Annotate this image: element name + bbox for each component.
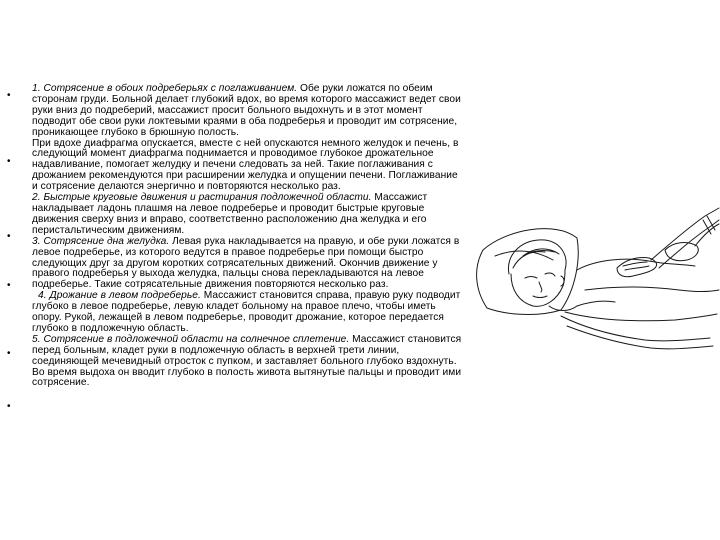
torso-bottom: [565, 312, 717, 321]
paragraph-6: [32, 335, 464, 390]
bullet: •: [7, 156, 11, 167]
hair-strands: [513, 249, 559, 268]
patient-arm-lower: [567, 326, 713, 349]
paragraph-text: Обе руки ложатся по обеим сторонам груди. Больной делает глубокий вдох, во время которого массажист ведет свои руки вниз до подреберий, массажист просит больного выдохнуть и в этот момент подводит обе свои руки локтевыми краями в оба подреберья и проводит им сотрясение, проникающее глубоко в брюшную полость.: [32, 83, 461, 138]
paragraph-text: При вдохе диафрагма опускается, вместе с ней опускаются немного желудок и печень, в следующий момент диафрагма поднимается и проводимое глубокое дрожательное надавливание, помогает желудку и печени следовать за ней. Такие поглаживания с дрожанием рекомендуются при расширении желудка и опущении печени. Поглаживание и сотрясение делаются энергично и повторяются несколько раз.: [32, 137, 459, 193]
document-body: [32, 84, 464, 389]
sleeve-cuff: [703, 216, 715, 234]
finger-lines: [623, 262, 649, 270]
paragraph-title: 5. Сотрясение в подложечной области на солнечное сплетение.: [32, 333, 350, 345]
paragraph-5: [32, 291, 464, 335]
paragraph-text: Массажист становится перед больным, кладет руки в подложечную область в верхней трети линии, соединяющей мечевидный отросток с пупком, и заставляет больного глубоко вздохнуть. Во время выдоха он вводит глубоко в полость живота вытянутые пальцы и проводит ими сотрясение.: [32, 333, 462, 389]
hair-outline: [508, 240, 566, 274]
pillow-shape: [477, 229, 579, 315]
paragraph-text: Левая рука накладывается на правую, и обе руки ложатся в левое подреберье, из которого ведутся в правое подреберье при помощи быстро следующих друг за другом коротких сотрясательных движений. Окончив движение у правого подреберья у выхода желудка, пальцы снова перекладываются на левое подреберье. Такие сотрясательные движения повторяются несколько раз.: [32, 235, 460, 291]
paragraph-title: 3. Сотрясение дна желудка.: [32, 235, 170, 247]
bullet: •: [7, 280, 11, 291]
paragraph-title: 1. Сотрясение в обоих подреберьях с поглаживанием.: [32, 83, 298, 94]
paragraph-4: [32, 237, 464, 292]
paragraph-title: 2. Быстрые круговые движения и растирания подложечной области.: [32, 192, 372, 204]
closed-eye-icon: [525, 277, 537, 279]
bullet: •: [7, 231, 11, 242]
paragraph-3: [32, 193, 464, 237]
blanket-fold: [585, 287, 719, 292]
paragraph-text: Массажист становится справа, правую руку подводит глубоко в левое подреберье, левую кладет больному на правое плечо, чтобы иметь опору. Рукой, лежащей в левом подреберье, проводит дрожание, которое передается глубоко в подложечную область.: [32, 290, 461, 334]
hand-left: [617, 257, 657, 276]
bullet: •: [7, 348, 11, 359]
closed-eye-icon: [545, 273, 555, 276]
masseur-forearm: [651, 208, 719, 260]
nose-line: [539, 282, 542, 292]
massage-illustration: [465, 190, 720, 360]
bullet: •: [7, 401, 11, 412]
bullet: •: [7, 90, 11, 101]
face-outline: [511, 270, 565, 306]
paragraph-2: [32, 139, 464, 194]
patient-arm: [561, 316, 710, 341]
shirt-fold: [577, 301, 615, 306]
paragraph-1: [32, 84, 464, 139]
paragraph-title: 4. Дрожание в левом подреберье.: [38, 290, 201, 302]
paragraph-text: Массажист накладывает ладонь плашмя на левое подреберье и проводит быстрые круговые движения сверху вниз и вправо, соответственно расположению дна желудка и его перистальтическим движениям.: [32, 192, 428, 236]
masseur-forearm: [659, 220, 719, 268]
mouth-line: [533, 296, 547, 298]
